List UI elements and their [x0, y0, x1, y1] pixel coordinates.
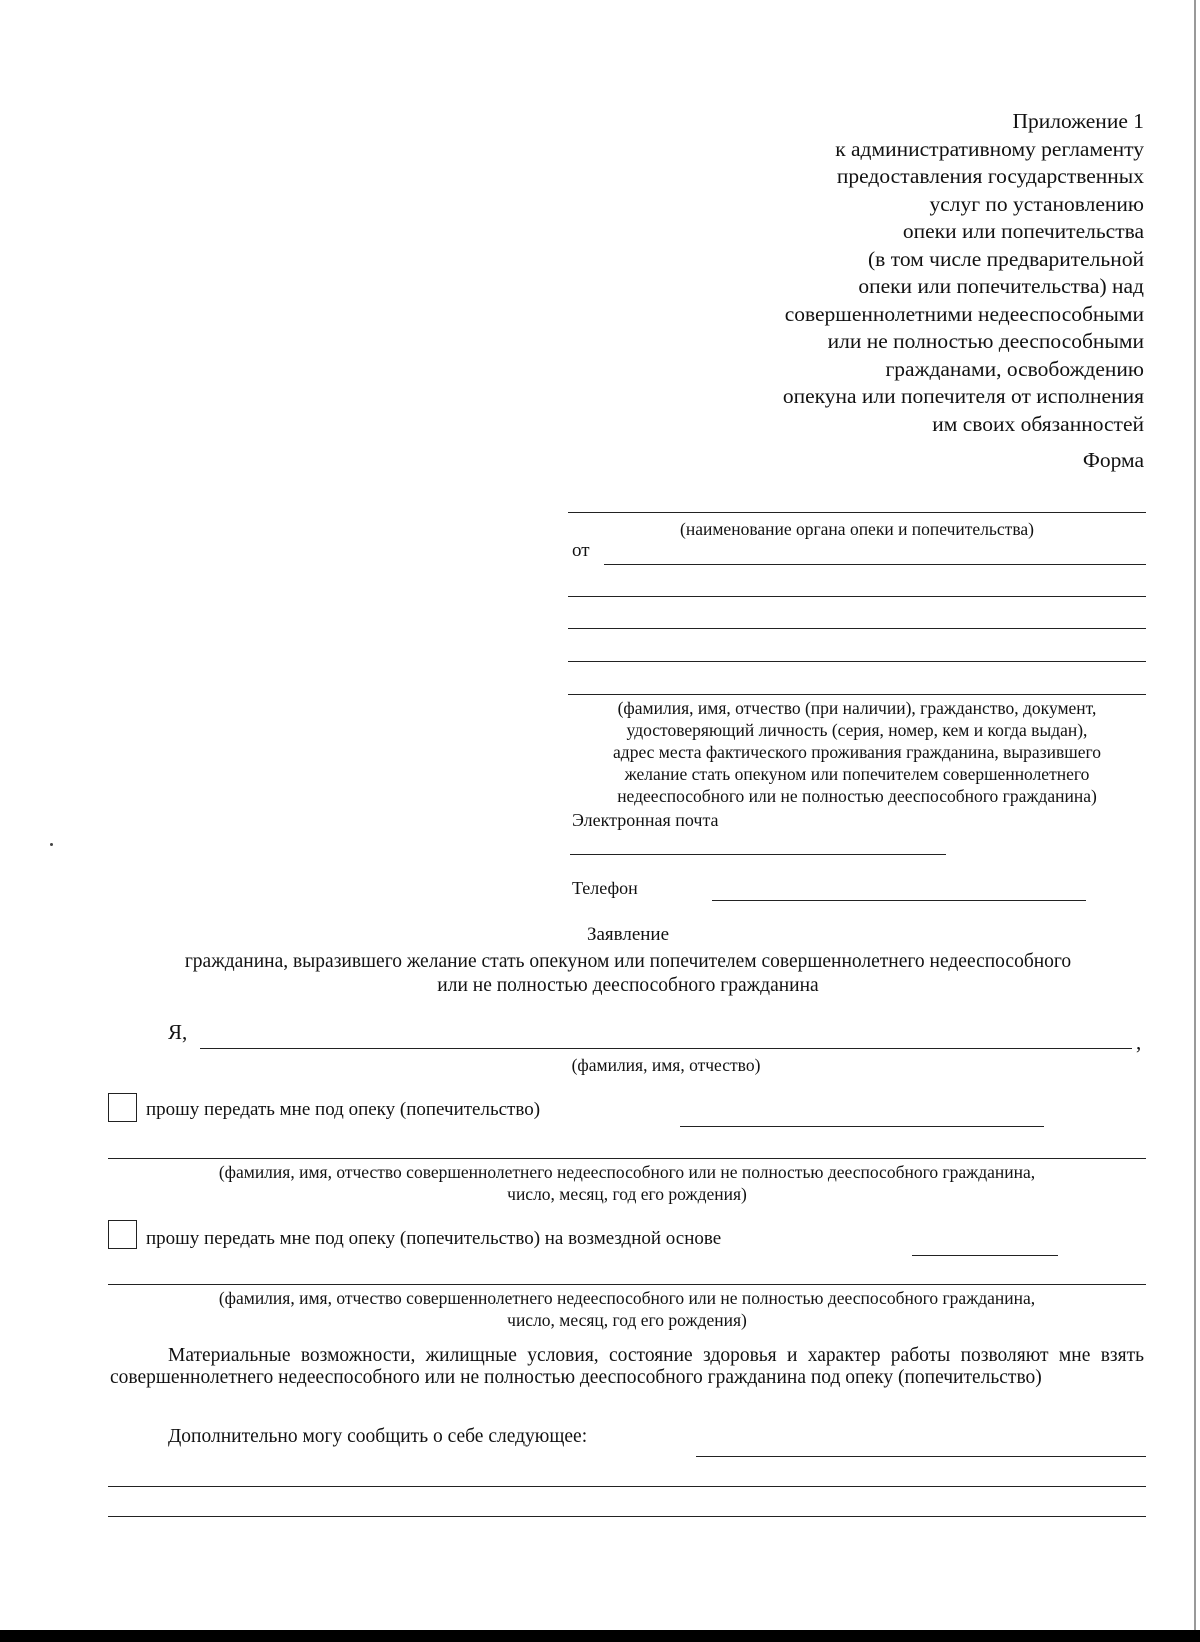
header-line: опеки или попечительства) над — [858, 274, 1144, 298]
caption-line: (фамилия, имя, отчество совершеннолетнего недееспособного или не полностью дееспособного гражданина, — [218, 1288, 1036, 1308]
caption-line: адрес места фактического проживания гражданина, выразившего — [613, 742, 1101, 762]
ward2-caption — [108, 1287, 1146, 1331]
statement-subtitle-line2: или не полностью дееспособного гражданина — [437, 975, 819, 996]
header-line: предоставления государственных — [836, 164, 1144, 188]
scan-speck — [50, 843, 53, 846]
header-line: (в том числе предварительной — [868, 246, 1144, 271]
option2-checkbox[interactable] — [108, 1220, 137, 1249]
form-label: Форма — [1082, 448, 1144, 472]
header-line: им своих обязанностей — [932, 411, 1144, 436]
header-line: к административному регламенту — [835, 136, 1144, 161]
applicant-caption — [568, 697, 1146, 807]
email-field[interactable] — [570, 854, 946, 855]
statement-title: Заявление — [586, 924, 670, 945]
additional-info-field-line-3[interactable] — [108, 1516, 1146, 1517]
option1-label: прошу передать мне под опеку (попечительство) — [146, 1099, 541, 1120]
caption-line: (фамилия, имя, отчество совершеннолетнего недееспособного или не полностью дееспособного гражданина, — [218, 1162, 1036, 1182]
caption-line: (фамилия, имя, отчество (при наличии), гражданство, документ, — [617, 698, 1097, 718]
option1-checkbox[interactable] — [108, 1093, 137, 1122]
option2-inline-field[interactable] — [912, 1255, 1058, 1256]
email-label: Электронная почта — [572, 810, 719, 830]
additional-info-field-line-2[interactable] — [108, 1486, 1146, 1487]
header-line: опекуна или попечителя от исполнения — [782, 384, 1144, 408]
fio-caption: (фамилия, имя, отчество) — [571, 1055, 761, 1075]
statement-subtitle-line1: гражданина, выразившего желание стать опекуном или попечителем совершеннолетнего недееспособного — [184, 951, 1072, 972]
header-line: услуг по установлению — [929, 191, 1144, 216]
from-label: от — [572, 540, 590, 561]
option2-label: прошу передать мне под опеку (попечительство) на возмездной основе — [146, 1228, 722, 1249]
applicant-field-line-3[interactable] — [568, 628, 1146, 629]
applicant-field-line-1[interactable] — [604, 564, 1146, 565]
authority-caption: (наименование органа опеки и попечительства) — [680, 519, 1034, 539]
scan-bottom-border — [0, 1630, 1200, 1642]
header-line: опеки или попечительства — [902, 219, 1144, 243]
additional-info-field-line-1[interactable] — [696, 1456, 1146, 1457]
header-line: гражданами, освобождению — [885, 356, 1144, 381]
ward2-field[interactable] — [108, 1284, 1146, 1285]
applicant-fio-field[interactable] — [200, 1048, 1132, 1049]
phone-field[interactable] — [712, 900, 1086, 901]
header-line: Приложение 1 — [1012, 109, 1144, 133]
fio-comma: , — [1136, 1030, 1142, 1054]
applicant-field-line-5[interactable] — [568, 694, 1146, 695]
additional-info-label: Дополнительно могу сообщить о себе следующее: — [168, 1426, 588, 1447]
header-line: или не полностью дееспособными — [827, 329, 1144, 353]
capability-paragraph: Материальные возможности, жилищные условия, состояние здоровья и характер работы позволяют мне взять совершеннолетнего недееспособного или не полностью дееспособного гражданина под опеку (попечительство) — [110, 1345, 1144, 1388]
caption-line: число, месяц, год его рождения) — [507, 1184, 747, 1204]
authority-name-field[interactable] — [568, 512, 1146, 513]
caption-line: желание стать опекуном или попечителем совершеннолетнего — [624, 764, 1090, 784]
ward1-caption — [108, 1161, 1146, 1205]
option1-inline-field[interactable] — [680, 1126, 1044, 1127]
i-label: Я, — [168, 1020, 188, 1044]
caption-line: число, месяц, год его рождения) — [507, 1310, 747, 1330]
applicant-field-line-4[interactable] — [568, 661, 1146, 662]
appendix-header — [584, 108, 1144, 438]
header-line: совершеннолетними недееспособными — [784, 301, 1144, 326]
caption-line: удостоверяющий личность (серия, номер, кем и когда выдан), — [626, 720, 1088, 740]
scan-edge-line — [1194, 0, 1196, 1630]
ward1-field[interactable] — [108, 1158, 1146, 1159]
phone-label: Телефон — [572, 878, 638, 898]
applicant-field-line-2[interactable] — [568, 596, 1146, 597]
caption-line: недееспособного или не полностью дееспособного гражданина) — [617, 786, 1097, 806]
